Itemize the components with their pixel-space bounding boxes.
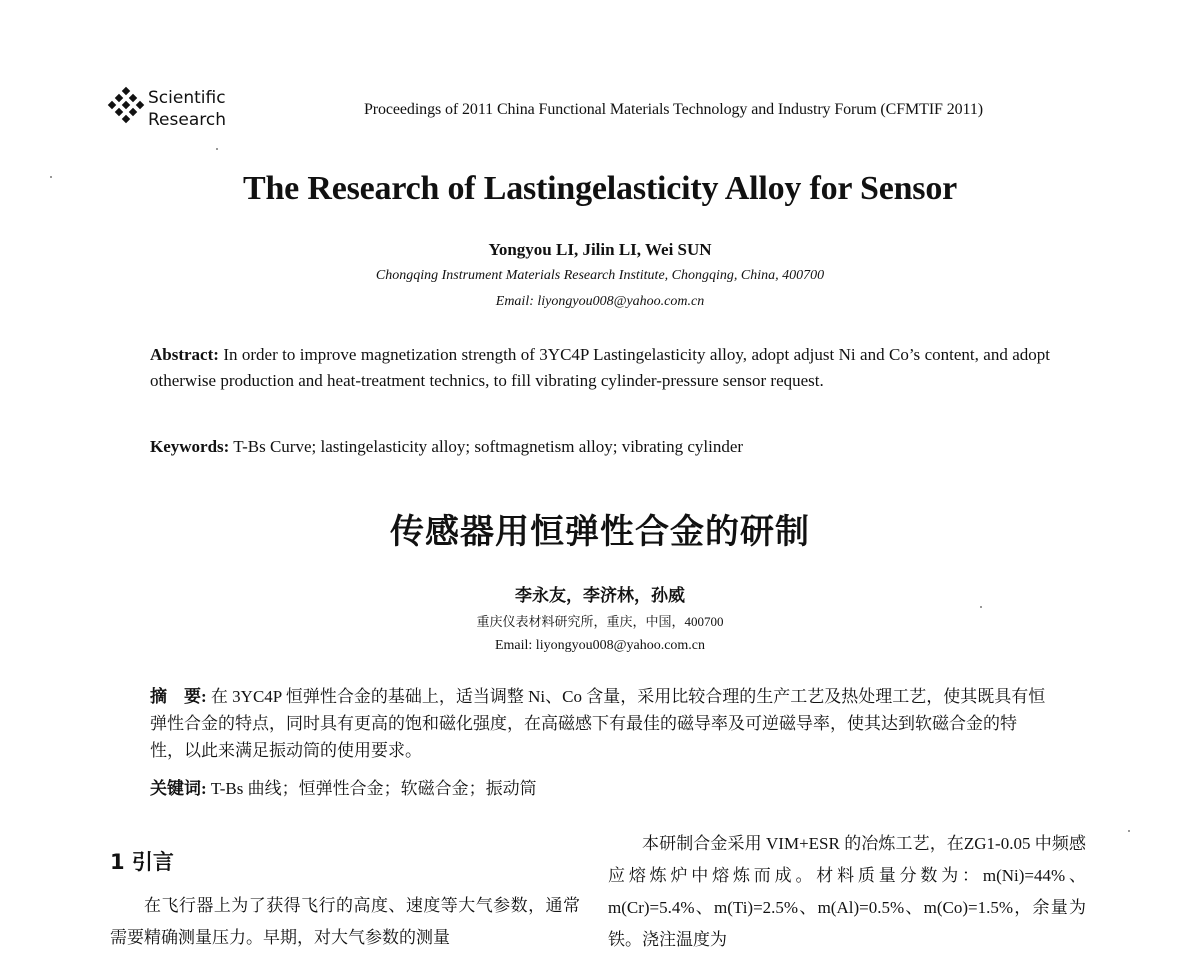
abstract-cn xyxy=(150,683,1050,764)
abstract-text-en: In order to improve magnetization strength of 3YC4P Lastingelasticity alloy, adopt adjust Ni and Co’s content, and adopt otherwise production and heat-treatment technics, to fill vibrating cylinder-pressure sensor request. xyxy=(150,345,1050,390)
authors-en: Yongyou LI, Jilin LI, Wei SUN xyxy=(488,240,712,259)
section-heading-introduction: 1 引言 xyxy=(110,850,174,874)
abstract-label-cn: 摘 要: xyxy=(150,687,207,706)
affiliation-cn: 重庆仪表材料研究所，重庆，中国，400700 xyxy=(476,614,724,629)
keywords-en xyxy=(150,434,1050,460)
abstract-en xyxy=(150,342,1050,394)
abstract-text-cn: 在 3YC4P 恒弹性合金的基础上，适当调整 Ni、Co 含量，采用比较合理的生产工艺及热处理工艺，使其既具有恒弹性合金的特点，同时具有更高的饱和磁化强度，在高磁感下有最佳的磁导率及可逆磁导率，使其达到软磁合金的特性，以此来满足振动筒的使用要求。 xyxy=(150,687,1046,760)
scan-speck xyxy=(216,148,218,150)
scan-speck xyxy=(1128,830,1130,832)
affiliation-en: Chongqing Instrument Materials Research Institute, Chongqing, China, 400700 xyxy=(375,268,825,283)
keywords-cn xyxy=(150,776,1050,802)
logo-text-scientific: Scientific xyxy=(148,88,226,108)
logo-text-research: Research xyxy=(148,110,226,130)
email-en: Email: liyongyou008@yahoo.com.cn xyxy=(495,294,705,309)
body-paragraph-right: 本研制合金采用 VIM+ESR 的冶炼工艺，在ZG1-0.05 中频感应熔炼炉中熔炼而成。材料质量分数为：m(Ni)=44%、m(Cr)=5.4%、m(Ti)=2.5%、m(Al)=0.5%、m(Co)=1.5%，余量为铁。浇注温度为 xyxy=(608,834,1086,949)
keywords-label-cn: 关键词: xyxy=(150,779,207,798)
scan-speck xyxy=(980,606,982,608)
abstract-label-en: Abstract: xyxy=(150,345,219,364)
keywords-text-cn: T-Bs 曲线；恒弹性合金；软磁合金；振动筒 xyxy=(206,779,537,798)
body-paragraph-left: 在飞行器上为了获得飞行的高度、速度等大气参数，通常需要精确测量压力。早期，对大气参数的测量 xyxy=(110,896,580,947)
publisher-logo xyxy=(106,86,236,132)
scan-speck xyxy=(50,176,52,178)
proceedings-header: Proceedings of 2011 China Functional Materials Technology and Industry Forum (CFMTIF 2011) xyxy=(364,101,983,118)
email-cn: Email: liyongyou008@yahoo.com.cn xyxy=(494,638,706,653)
diamond-cluster-icon xyxy=(106,86,146,126)
paper-title-cn: 传感器用恒弹性合金的研制 xyxy=(390,512,810,552)
authors-cn: 李永友，李济林，孙威 xyxy=(515,586,685,605)
paper-title-en: The Research of Lastingelasticity Alloy for Sensor xyxy=(242,170,958,207)
keywords-text-en: T-Bs Curve; lastingelasticity alloy; softmagnetism alloy; vibrating cylinder xyxy=(229,437,744,456)
keywords-label-en: Keywords: xyxy=(150,437,230,456)
